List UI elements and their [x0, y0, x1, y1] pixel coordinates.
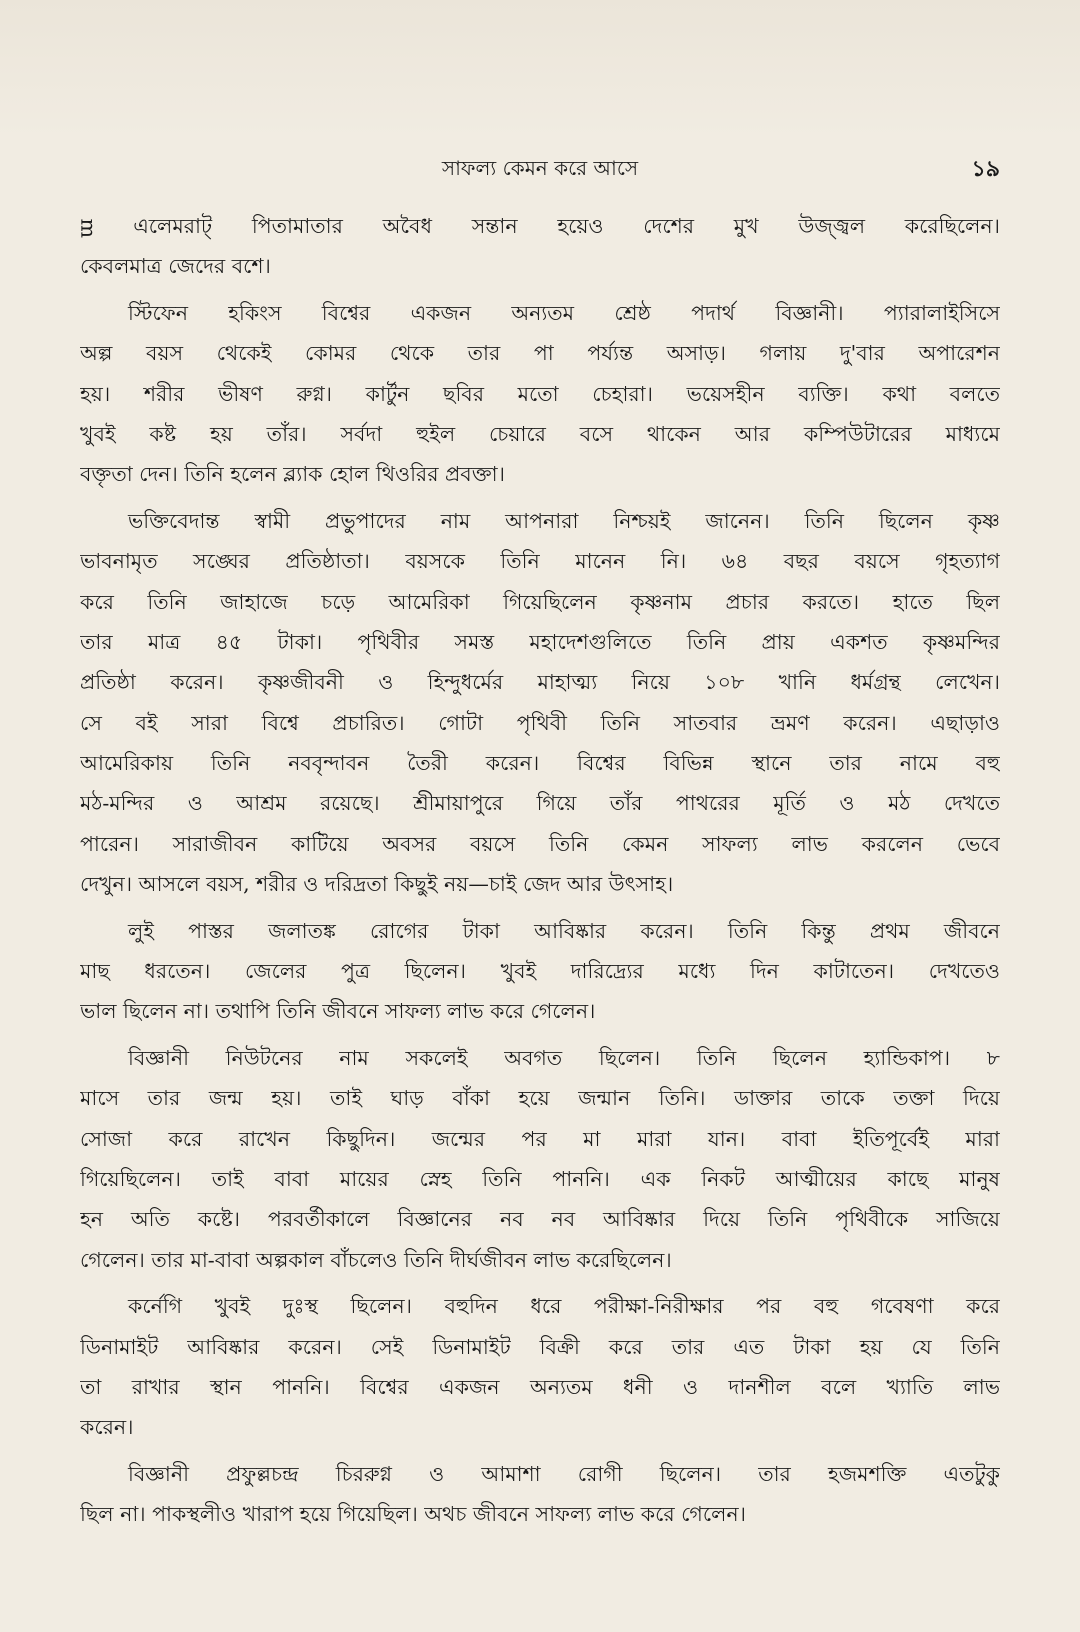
page-top-margin — [0, 0, 1080, 140]
paragraph — [80, 1038, 1000, 1280]
text-line: ভক্তিবেদান্ত স্বামী প্রভুপাদের নাম আপনারা নিশ্চয়ই জানেন। তিনি ছিলেন কৃষ্ণ — [128, 508, 1000, 533]
text-line: কর্নেগি খুবই দুঃস্থ ছিলেন। বহুদিন ধরে পরীক্ষা-নিরীক্ষার পর বহু গবেষণা করে — [128, 1294, 1000, 1319]
body-text — [80, 206, 1000, 1535]
paragraph — [80, 501, 1000, 905]
text-line: সোজা করে রাখেন কিছুদিন। জন্মের পর মা মারা যান। বাবা ইতিপূর্বেই মারা — [80, 1126, 1000, 1151]
text-line: বিজ্ঞানী প্রফুল্লচন্দ্র চিররুগ্ন ও আমাশা রোগী ছিলেন। তার হজমশক্তি এতটুকু — [128, 1461, 1000, 1486]
text-line: হয়। শরীর ভীষণ রুগ্ন। কার্টুন ছবির মতো চেহারা। ভয়েসহীন ব্যক্তি। কথা বলতে — [80, 381, 1000, 406]
text-line: লুই পাস্তর জলাতঙ্ক রোগের টাকা আবিষ্কার করেন। তিনি কিন্তু প্রথম জীবনে — [128, 918, 1000, 943]
text-line: ভাল ছিলেন না। তথাপি তিনি জীবনে সাফল্য লাভ করে গেলেন। — [80, 999, 596, 1024]
page-header — [80, 148, 1000, 188]
text-line: মাসে তার জন্ম হয়। তাই ঘাড় বাঁকা হয়ে জন্মান তিনি। ডাক্তার তাকে তক্তা দিয়ে — [80, 1086, 1000, 1111]
paragraph — [80, 206, 1000, 287]
text-line: মাছ ধরতেন। জেলের পুত্র ছিলেন। খুবই দারিদ্র্যের মধ্যে দিন কাটাতেন। দেখতেও — [80, 959, 1000, 984]
text-line: করে তিনি জাহাজে চড়ে আমেরিকা গিয়েছিলেন কৃষ্ণনাম প্রচার করতে। হাতে ছিল — [80, 589, 1000, 614]
text-line: ডিনামাইট আবিষ্কার করেন। সেই ডিনামাইট বিক্রী করে তার এত টাকা হয় যে তিনি — [80, 1334, 1000, 1359]
text-line: কেবলমাত্র জেদের বশে। — [80, 254, 271, 279]
text-line: পারেন। সারাজীবন কাটিয়ে অবসর বয়সে তিনি কেমন সাফল্য লাভ করলেন ভেবে — [80, 831, 1000, 856]
paragraph — [80, 1454, 1000, 1535]
text-line: ভাবনামৃত সঙ্ঘের প্রতিষ্ঠাতা। বয়সকে তিনি মানেন নি। ৬৪ বছর বয়সে গৃহত্যাগ — [80, 549, 1000, 574]
text-line: ছিল না। পাকস্থলীও খারাপ হয়ে গিয়েছিল। অথচ জীবনে সাফল্য লাভ করে গেলেন। — [80, 1502, 746, 1527]
text-line: দেখুন। আসলে বয়স, শরীর ও দরিদ্রতা কিছুই নয়—চাই জেদ আর উৎসাহ। — [80, 872, 674, 897]
text-line: হন অতি কষ্টে। পরবর্তীকালে বিজ্ঞানের নব নব আবিষ্কার দিয়ে তিনি পৃথিবীকে সাজিয়ে — [80, 1207, 1000, 1232]
text-line: গেলেন। তার মা-বাবা অল্পকাল বাঁচলেও তিনি দীর্ঘজীবন লাভ করেছিলেন। — [80, 1247, 672, 1272]
text-line: খুবই কষ্ট হয় তাঁর। সর্বদা হুইল চেয়ারে বসে থাকেন আর কম্পিউটারের মাধ্যমে — [80, 421, 1000, 446]
text-line: গিয়েছিলেন। তাই বাবা মায়ের স্নেহ তিনি পাননি। এক নিকট আত্মীয়ের কাছে মানুষ — [80, 1166, 1000, 1191]
text-line: বক্তৃতা দেন। তিনি হলেন ব্ল্যাক হোল থিওরির প্রবক্তা। — [80, 462, 505, 487]
page-number: ১৯ — [971, 156, 1000, 182]
text-line: তার মাত্র ৪৫ টাকা। পৃথিবীর সমস্ত মহাদেশগুলিতে তিনি প্রায় একশত কৃষ্ণমন্দির — [80, 629, 1000, 654]
text-line: প্রতিষ্ঠা করেন। কৃষ্ণজীবনী ও হিন্দুধর্মের মাহাত্ম্য নিয়ে ১০৮ খানি ধর্মগ্রন্থ লেখেন। — [80, 670, 1000, 695]
text-line: তা রাখার স্থান পাননি। বিশ্বের একজন অন্যতম ধনী ও দানশীল বলে খ্যাতি লাভ — [80, 1374, 1000, 1399]
text-line: বিজ্ঞানী নিউটনের নাম সকলেই অবগত ছিলেন। তিনি ছিলেন হ্যান্ডিকাপ। ৮ — [128, 1045, 1000, 1070]
running-title: সাফল্য কেমন করে আসে — [441, 156, 639, 180]
text-line: অল্প বয়স থেকেই কোমর থেকে তার পা পর্য্যন্ত অসাড়। গলায় দু'বার অপারেশন — [80, 341, 1000, 366]
paragraph — [80, 1286, 1000, 1448]
text-line: আমেরিকায় তিনি নববৃন্দাবন তৈরী করেন। বিশ্বের বিভিন্ন স্থানে তার নামে বহু — [80, 751, 1000, 776]
text-line: করেন। — [80, 1415, 134, 1440]
text-line: স্টিফেন হকিংস বিশ্বের একজন অন্যতম শ্রেষ্ঠ পদার্থ বিজ্ঞানী। প্যারালাইসিসে — [128, 300, 1000, 325]
text-line: মঠ-মন্দির ও আশ্রম রয়েছে। শ্রীমায়াপুরে গিয়ে তাঁর পাথরের মূর্তি ও মঠ দেখতে — [80, 791, 1000, 816]
paragraph — [80, 293, 1000, 495]
text-line: ᴟ এলেমরাট্ পিতামাতার অবৈধ সন্তান হয়েও দেশের মুখ উজ্জ্বল করেছিলেন। — [80, 214, 1000, 238]
text-line: সে বই সারা বিশ্বে প্রচারিত। গোটা পৃথিবী তিনি সাতবার ভ্রমণ করেন। এছাড়াও — [80, 710, 1000, 735]
paragraph — [80, 911, 1000, 1032]
